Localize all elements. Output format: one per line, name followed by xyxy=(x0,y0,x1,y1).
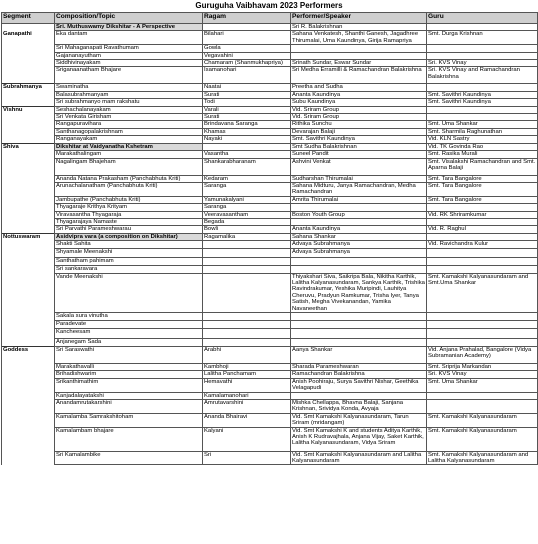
guru-cell: Vid. TK Govinda Rao xyxy=(427,143,538,150)
performer-cell: Sahana Shankar xyxy=(291,233,427,240)
guru-cell: Vid. KLN Sastry xyxy=(427,136,538,143)
ragam-cell: Kalyani xyxy=(203,427,291,451)
segment-cell xyxy=(2,99,55,106)
ragam-cell xyxy=(203,248,291,257)
ragam-cell: Bowli xyxy=(203,226,291,233)
segment-cell xyxy=(2,91,55,98)
segment-cell xyxy=(2,196,55,203)
guru-cell xyxy=(427,392,538,399)
table-row xyxy=(2,329,538,339)
segment-cell xyxy=(2,136,55,143)
table-row xyxy=(2,175,538,182)
ragam-cell: Bilahari xyxy=(203,31,291,45)
performer-cell: Ananta Kaundinya xyxy=(291,91,427,98)
composition-cell: Shyamale Meenakshi xyxy=(55,248,203,257)
table-row xyxy=(2,24,538,31)
performer-cell: Sharada Parameshwaran xyxy=(291,364,427,371)
composition-cell: Gajananayutham xyxy=(55,52,203,59)
composition-cell: Brihadishwarim xyxy=(55,371,203,378)
segment-cell xyxy=(2,24,55,31)
ragam-cell: Nayaki xyxy=(203,136,291,143)
performer-cell xyxy=(291,204,427,211)
performer-cell: Vid. Smt Kamakshi Kalyanasundaram and Lalitha Kalyanasundaram xyxy=(291,451,427,465)
ragam-cell: Chamaram (Shanmukhapriya) xyxy=(203,60,291,67)
ragam-cell: Isamanohari xyxy=(203,67,291,84)
performer-cell: Ananta Kaundinya xyxy=(291,226,427,233)
table-row xyxy=(2,114,538,121)
guru-cell xyxy=(427,45,538,52)
table-row xyxy=(2,313,538,321)
performer-cell: Sahana Venkatesh, Shanthi Ganesh, Jagadhree Thirumalai, Uma Kaundinya, Girija Ramapriya xyxy=(291,31,427,45)
guru-cell xyxy=(427,233,538,240)
composition-cell: Sakala sura vinutha xyxy=(55,313,203,321)
table-row xyxy=(2,151,538,158)
table-row xyxy=(2,121,538,128)
segment-cell: Goddess xyxy=(2,347,55,364)
segment-cell xyxy=(2,114,55,121)
composition-cell: Swaminatha xyxy=(55,84,203,91)
table-row xyxy=(2,218,538,225)
table-row xyxy=(2,196,538,203)
ragam-cell: Varali xyxy=(203,106,291,113)
guru-cell xyxy=(427,329,538,339)
performer-cell xyxy=(291,329,427,339)
table-row xyxy=(2,128,538,135)
ragam-cell: Todi xyxy=(203,99,291,106)
table-row xyxy=(2,273,538,312)
guru-cell: Smt. Savithri Kaundinya xyxy=(427,99,538,106)
segment-cell xyxy=(2,60,55,67)
performer-cell: Sri Medha Erramilli & Ramachandran Balakrishna xyxy=(291,67,427,84)
ragam-cell: Sri xyxy=(203,451,291,465)
ragam-cell xyxy=(203,329,291,339)
segment-cell xyxy=(2,121,55,128)
performer-cell xyxy=(291,321,427,329)
segment-cell xyxy=(2,427,55,451)
guru-cell xyxy=(427,257,538,265)
table-row xyxy=(2,321,538,329)
ragam-cell: Yamunakalyani xyxy=(203,196,291,203)
table-row xyxy=(2,204,538,211)
guru-cell: Smt. Kamakshi Kalyanasundaram and Lalitha Kalyanasundaram xyxy=(427,451,538,465)
composition-cell: Arunachalanatham (Panchabhuta Kriti) xyxy=(55,182,203,196)
guru-cell xyxy=(427,265,538,273)
segment-cell xyxy=(2,364,55,371)
segment-cell xyxy=(2,45,55,52)
segment-cell xyxy=(2,413,55,427)
performer-cell: Suneel Pandit xyxy=(291,151,427,158)
table-row xyxy=(2,60,538,67)
guru-cell: Vid. R. Raghul xyxy=(427,226,538,233)
composition-cell: Vande Meenakshi xyxy=(55,273,203,312)
table-row xyxy=(2,91,538,98)
segment-cell xyxy=(2,329,55,339)
header-ragam: Ragam xyxy=(203,13,291,24)
ragam-cell: Gowla xyxy=(203,45,291,52)
guru-cell: Vid. Ravichandra Kulur xyxy=(427,241,538,248)
composition-cell: Sri Venkata Girisham xyxy=(55,114,203,121)
composition-cell: Eka dantam xyxy=(55,31,203,45)
segment-cell xyxy=(2,321,55,329)
segment-cell xyxy=(2,241,55,248)
table-row xyxy=(2,427,538,451)
segment-cell xyxy=(2,339,55,347)
composition-cell: Viravasantha Thyagaraja xyxy=(55,211,203,218)
ragam-cell xyxy=(203,257,291,265)
ragam-cell: Veeravasantham xyxy=(203,211,291,218)
performer-cell: Subu Kaundinya xyxy=(291,99,427,106)
table-row xyxy=(2,158,538,175)
guru-cell xyxy=(427,106,538,113)
performer-cell: Srinath Sundar, Eswar Sundar xyxy=(291,60,427,67)
composition-cell: Kanjadalayatakshi xyxy=(55,392,203,399)
segment-cell xyxy=(2,182,55,196)
ragam-cell: Saranga xyxy=(203,204,291,211)
performer-cell: Mishka Chellappa, Bhavna Balaji, Sanjana Krishnan, Srividya Konda, Avyaja xyxy=(291,400,427,414)
guru-cell xyxy=(427,248,538,257)
segment-cell xyxy=(2,378,55,392)
guru-cell xyxy=(427,218,538,225)
performer-cell: Vid. Sriram Group xyxy=(291,114,427,121)
table-row xyxy=(2,52,538,59)
guru-cell xyxy=(427,400,538,414)
header-guru: Guru xyxy=(427,13,538,24)
table-row xyxy=(2,67,538,84)
segment-cell xyxy=(2,248,55,257)
ragam-cell: Khamas xyxy=(203,128,291,135)
table-row xyxy=(2,400,538,414)
segment-cell: Vishnu xyxy=(2,106,55,113)
header-row xyxy=(2,13,538,24)
guru-cell: Smt. Durga Krishnan xyxy=(427,31,538,45)
table-row xyxy=(2,347,538,364)
composition-cell: Marakathavalli xyxy=(55,364,203,371)
segment-cell xyxy=(2,257,55,265)
composition-cell: Dikshitar at Vaidyanatha Kshetram xyxy=(55,143,203,150)
composition-cell: Shakti Sahita xyxy=(55,241,203,248)
guru-cell: Vid. Anjana Prahalad, Bangalore (Vidya Subramanian Academy) xyxy=(427,347,538,364)
performers-table xyxy=(1,12,538,465)
guru-cell: Smt. Kamakshi Kalyanasundaram xyxy=(427,413,538,427)
guru-cell: Smt. Sharmila Raghunathan xyxy=(427,128,538,135)
composition-cell: Balasubrahmanyam xyxy=(55,91,203,98)
composition-cell: Anandamrutakarshini xyxy=(55,400,203,414)
sheet-title: Guruguha Vaibhavam 2023 Performers xyxy=(195,1,343,10)
ragam-cell xyxy=(203,265,291,273)
ragam-cell xyxy=(203,143,291,150)
table-row xyxy=(2,182,538,196)
ragam-cell: Hemavathi xyxy=(203,378,291,392)
guru-cell: Smt. Uma Shankar xyxy=(427,121,538,128)
performer-cell xyxy=(291,265,427,273)
performer-cell: Ramachandran Balakrishna xyxy=(291,371,427,378)
ragam-cell: Vegavahini xyxy=(203,52,291,59)
performer-cell: Sahana Midturu, Janya Ramachandran, Medha Ramachandran xyxy=(291,182,427,196)
segment-cell xyxy=(2,211,55,218)
header-performer: Performer/Speaker xyxy=(291,13,427,24)
ragam-cell: Shankarabharanam xyxy=(203,158,291,175)
table-row xyxy=(2,265,538,273)
composition-cell: Marakathalingam xyxy=(55,151,203,158)
guru-cell xyxy=(427,52,538,59)
ragam-cell: Lalitha Panchamam xyxy=(203,371,291,378)
guru-cell: Smt. Sriprija Markandan xyxy=(427,364,538,371)
composition-cell: Nagalingam Bhajeham xyxy=(55,158,203,175)
composition-cell: Sri. Muthuswamy Dikshitar - A Perspective xyxy=(55,24,203,31)
performer-cell: Devarajan Balaji xyxy=(291,128,427,135)
segment-cell: Ganapathi xyxy=(2,31,55,45)
table-row xyxy=(2,413,538,427)
performer-cell: Aanya Shankar xyxy=(291,347,427,364)
guru-cell xyxy=(427,24,538,31)
table-row xyxy=(2,451,538,465)
header-composition: Composition/Topic xyxy=(55,13,203,24)
ragam-cell xyxy=(203,321,291,329)
composition-cell: Asidvipra vara (a composition on Dikshitar) xyxy=(55,233,203,240)
ragam-cell xyxy=(203,339,291,347)
composition-cell: Anjanegam Sada xyxy=(55,339,203,347)
guru-cell xyxy=(427,114,538,121)
table-row xyxy=(2,143,538,150)
segment-cell xyxy=(2,226,55,233)
performer-cell: Rithika Sunchu xyxy=(291,121,427,128)
table-row xyxy=(2,233,538,240)
ragam-cell: Kambhoji xyxy=(203,364,291,371)
performer-cell: Advaya Subrahmanya xyxy=(291,241,427,248)
guru-cell: Smt. Tara Bangalore xyxy=(427,182,538,196)
ragam-cell xyxy=(203,24,291,31)
composition-cell: Paradevate xyxy=(55,321,203,329)
performer-cell: Boston Youth Group xyxy=(291,211,427,218)
segment-cell xyxy=(2,151,55,158)
segment-cell xyxy=(2,392,55,399)
table-row xyxy=(2,371,538,378)
performer-cell: Amrita Thirumalai xyxy=(291,196,427,203)
guru-cell: Smt. Kamakshi Kalyanasundaram and Smt.Uma Shankar xyxy=(427,273,538,312)
composition-cell: Rangapuravihara xyxy=(55,121,203,128)
performer-cell: Preetha and Sudha xyxy=(291,84,427,91)
composition-cell: Kancheesam xyxy=(55,329,203,339)
performer-cell xyxy=(291,392,427,399)
composition-cell: Sri Kamalambike xyxy=(55,451,203,465)
ragam-cell: Begada xyxy=(203,218,291,225)
composition-cell: Sriganaanatham Bhajare xyxy=(55,67,203,84)
composition-cell: Ranganayakam xyxy=(55,136,203,143)
ragam-cell: Kedaram xyxy=(203,175,291,182)
guru-cell xyxy=(427,204,538,211)
ragam-cell: Brindavana Saranga xyxy=(203,121,291,128)
table-row xyxy=(2,378,538,392)
composition-cell: Sri Parvathi Parameshwarau xyxy=(55,226,203,233)
segment-cell xyxy=(2,265,55,273)
performer-cell: Ashvini Venkat xyxy=(291,158,427,175)
composition-cell: Santhatham pahimam xyxy=(55,257,203,265)
segment-cell xyxy=(2,371,55,378)
composition-cell: Ananda Natana Prakasham (Panchabhuta Kriti) xyxy=(55,175,203,182)
ragam-cell: Naatai xyxy=(203,84,291,91)
segment-cell xyxy=(2,158,55,175)
table-row xyxy=(2,392,538,399)
guru-cell: Sri. KVS Vinay xyxy=(427,371,538,378)
performer-cell: Thiyakshari Siva, Saikripa Bala, Nikitha Karthik, Lalitha Kalyanasundaram, Sankya Karthik, Trishika Ravindrakumar, Yeshika Muripindi, Lauhitya Cheruvu, Pradyun Ramkumar, Trisha Iyer, Tanya Satish, Megha Vivekanandan, Yamika Navaneethan xyxy=(292,273,425,312)
segment-cell xyxy=(2,273,55,312)
table-row xyxy=(2,84,538,91)
ragam-cell: Surati xyxy=(203,114,291,121)
ragam-cell: Kamalamanohari xyxy=(203,392,291,399)
guru-cell: Smt. Savithri Kaundinya xyxy=(427,91,538,98)
segment-cell xyxy=(2,400,55,414)
guru-cell: Smt. Uma Shankar xyxy=(427,378,538,392)
guru-cell xyxy=(427,84,538,91)
segment-cell: Nottuswaram xyxy=(2,233,55,240)
segment-cell xyxy=(2,175,55,182)
ragam-cell: Surati xyxy=(203,91,291,98)
performer-cell: Sri R. Balakrishnan xyxy=(291,24,427,31)
composition-cell: Kamalamba Samrakshitoham xyxy=(55,413,203,427)
guru-cell: Vid. RK Shriramkumar xyxy=(427,211,538,218)
table-row xyxy=(2,106,538,113)
performer-cell xyxy=(291,218,427,225)
table-row xyxy=(2,257,538,265)
guru-cell: Sri. KVS Vinay xyxy=(427,60,538,67)
performer-cell: Smt. Savithri Kaundinya xyxy=(291,136,427,143)
ragam-cell: Amrutavarshini xyxy=(203,400,291,414)
segment-cell xyxy=(2,313,55,321)
guru-cell: Smt. Kamakshi Kalyanasundaram xyxy=(427,427,538,451)
header-segment: Segment xyxy=(2,13,55,24)
spreadsheet xyxy=(1,0,537,465)
performer-cell xyxy=(291,52,427,59)
performer-cell: Smt Sudha Balakrishnan xyxy=(291,143,427,150)
performer-cell xyxy=(291,339,427,347)
segment-cell xyxy=(2,128,55,135)
composition-cell: Srikanthimathim xyxy=(55,378,203,392)
table-row xyxy=(2,99,538,106)
segment-cell xyxy=(2,451,55,465)
guru-cell xyxy=(427,321,538,329)
segment-cell xyxy=(2,52,55,59)
table-row xyxy=(2,248,538,257)
segment-cell: Subrahmanya xyxy=(2,84,55,91)
composition-cell: Jambupathe (Panchabhuta Kriti) xyxy=(55,196,203,203)
ragam-cell: Saranga xyxy=(203,182,291,196)
performer-cell xyxy=(291,257,427,265)
table-row xyxy=(2,364,538,371)
table-row xyxy=(2,136,538,143)
guru-cell: Sri. KVS Vinay and Ramachandran Balakrishna xyxy=(427,67,538,84)
ragam-cell: Ananda Bhairavi xyxy=(203,413,291,427)
ragam-cell xyxy=(203,273,291,312)
segment-cell xyxy=(2,218,55,225)
performer-cell: Advaya Subrahmanya xyxy=(291,248,427,257)
ragam-cell: Vasantha xyxy=(203,151,291,158)
guru-cell: Smt. Tara Bangalore xyxy=(427,175,538,182)
composition-cell: Sri sankaravara xyxy=(55,265,203,273)
guru-cell xyxy=(427,339,538,347)
composition-cell: Thyagaraje Krithya Krityam xyxy=(55,204,203,211)
table-row xyxy=(2,31,538,45)
guru-cell: Smt. Tara Bangalore xyxy=(427,196,538,203)
composition-cell: Sri subrahmanyo mam rakshatu xyxy=(55,99,203,106)
ragam-cell: Ragamalika xyxy=(203,233,291,240)
composition-cell: Seshachalanayakam xyxy=(55,106,203,113)
table-row xyxy=(2,226,538,233)
performer-cell: Anish Poohiraju, Surya Savithri Nishar, Geethika Velagapudi xyxy=(291,378,427,392)
performer-cell: Vid. Smt Kamakshi Kalyanasundaram, Tarun Sriram (mridangam) xyxy=(291,413,427,427)
ragam-cell: Arabhi xyxy=(203,347,291,364)
guru-cell: Smt. Rasika Murali xyxy=(427,151,538,158)
table-row xyxy=(2,45,538,52)
performer-cell: Sudharshan Thirumalai xyxy=(291,175,427,182)
composition-cell: Sri Saraswathi xyxy=(55,347,203,364)
table-row xyxy=(2,241,538,248)
composition-cell: Thyagarajaya Namaste xyxy=(55,218,203,225)
ragam-cell xyxy=(203,241,291,248)
performer-cell: Vid. Sriram Group xyxy=(291,106,427,113)
table-row xyxy=(2,211,538,218)
table-row xyxy=(2,339,538,347)
composition-cell: Siddhivinayakam xyxy=(55,60,203,67)
segment-cell xyxy=(2,67,55,84)
ragam-cell xyxy=(203,313,291,321)
segment-cell xyxy=(2,204,55,211)
composition-cell: Kamalambam bhajare xyxy=(55,427,203,451)
guru-cell: Smt. Visalakshi Ramachandran and Smt. Aparna Balaji xyxy=(427,158,538,175)
performer-cell xyxy=(291,313,427,321)
guru-cell xyxy=(427,313,538,321)
performer-cell xyxy=(291,45,427,52)
segment-cell: Shiva xyxy=(2,143,55,150)
performer-cell: Vid. Smt Kamakshi K and students Aditya Karthik, Anish K Rudravajhala, Anjana Vijay, Saket Karthik, Lalitha Kalyanasundaram, Vidya Sriram xyxy=(291,427,427,451)
composition-cell: Sri Mahaganapati Ravathumam xyxy=(55,45,203,52)
composition-cell: Santhanagopalakrishnam xyxy=(55,128,203,135)
